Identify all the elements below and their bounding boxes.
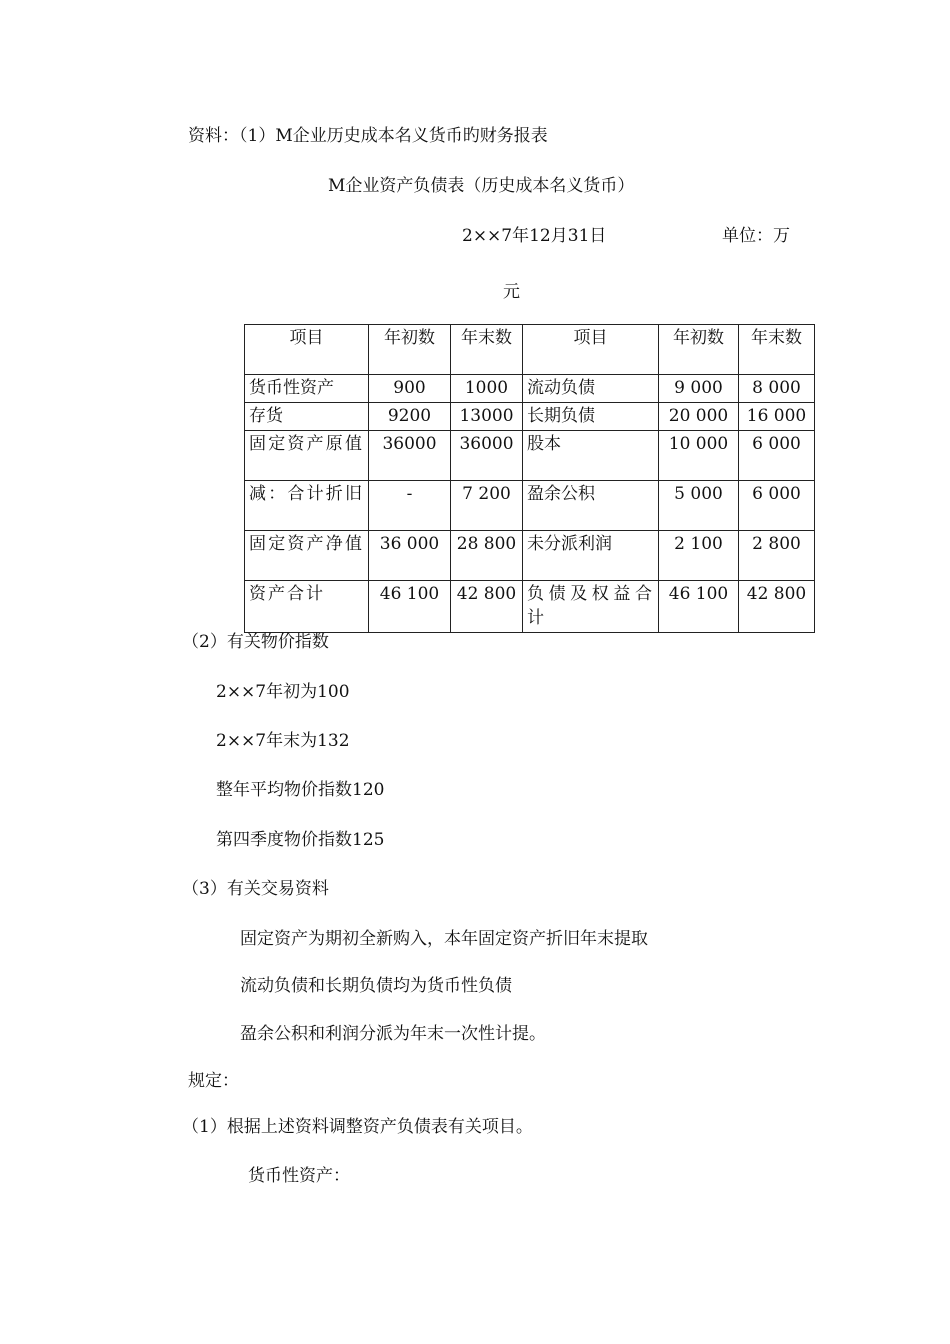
transaction-item: 固定资产为期初全新购入，本年固定资产折旧年末提取 bbox=[240, 929, 648, 949]
table-row bbox=[245, 531, 815, 581]
row-begin-right: 20 000 bbox=[659, 403, 739, 431]
section3-title: （3）有关交易资料 bbox=[182, 879, 329, 899]
row-item-right: 未分派利润 bbox=[523, 531, 659, 581]
row-begin-left: 9200 bbox=[369, 403, 451, 431]
row-begin-right: 9 000 bbox=[659, 375, 739, 403]
row-end-left: 42 800 bbox=[451, 581, 523, 633]
intro-line: 资料：（1）M企业历史成本名义货币旳财务报表 bbox=[188, 126, 548, 146]
table-row bbox=[245, 403, 815, 431]
table-row bbox=[245, 375, 815, 403]
row-item-left: 固定资产原值 bbox=[245, 431, 369, 481]
header-end-left: 年末数 bbox=[451, 325, 523, 375]
row-item-left: 固定资产净值 bbox=[245, 531, 369, 581]
row-begin-right: 2 100 bbox=[659, 531, 739, 581]
header-item-right: 项目 bbox=[523, 325, 659, 375]
row-item-left: 资产合计 bbox=[245, 581, 369, 633]
unit-label: 单位：万 bbox=[722, 226, 790, 246]
row-item-right: 长期负债 bbox=[523, 403, 659, 431]
row-begin-left: - bbox=[369, 481, 451, 531]
price-index-item: 2××7年初为100 bbox=[216, 682, 350, 702]
row-item-left: 存货 bbox=[245, 403, 369, 431]
balance-sheet-table bbox=[244, 324, 815, 633]
unit-label-continued: 元 bbox=[503, 282, 520, 302]
row-end-right: 8 000 bbox=[739, 375, 815, 403]
row-begin-left: 900 bbox=[369, 375, 451, 403]
row-end-right: 16 000 bbox=[739, 403, 815, 431]
row-end-right: 6 000 bbox=[739, 431, 815, 481]
row-end-left: 28 800 bbox=[451, 531, 523, 581]
price-index-item: 整年平均物价指数120 bbox=[216, 780, 385, 800]
header-item-left: 项目 bbox=[245, 325, 369, 375]
row-begin-left: 36000 bbox=[369, 431, 451, 481]
transaction-item: 盈余公积和利润分派为年末一次性计提。 bbox=[240, 1024, 546, 1044]
row-end-right: 6 000 bbox=[739, 481, 815, 531]
row-item-right: 流动负债 bbox=[523, 375, 659, 403]
row-end-left: 7 200 bbox=[451, 481, 523, 531]
header-begin-right: 年初数 bbox=[659, 325, 739, 375]
requirement-subitem: 货币性资产： bbox=[248, 1166, 350, 1186]
row-end-right: 42 800 bbox=[739, 581, 815, 633]
row-item-left: 货币性资产 bbox=[245, 375, 369, 403]
row-begin-left: 46 100 bbox=[369, 581, 451, 633]
row-begin-left: 36 000 bbox=[369, 531, 451, 581]
price-index-item: 第四季度物价指数125 bbox=[216, 830, 385, 850]
table-row bbox=[245, 431, 815, 481]
row-item-right: 股本 bbox=[523, 431, 659, 481]
table-header-row bbox=[245, 325, 815, 375]
header-end-right: 年末数 bbox=[739, 325, 815, 375]
report-date: 2××7年12月31日 bbox=[462, 226, 607, 246]
table-row bbox=[245, 481, 815, 531]
row-begin-right: 46 100 bbox=[659, 581, 739, 633]
row-end-left: 36000 bbox=[451, 431, 523, 481]
row-end-left: 13000 bbox=[451, 403, 523, 431]
row-begin-right: 10 000 bbox=[659, 431, 739, 481]
requirement-item: （1）根据上述资料调整资产负债表有关项目。 bbox=[182, 1117, 533, 1137]
transaction-item: 流动负债和长期负债均为货币性负债 bbox=[240, 976, 512, 996]
requirements-label: 规定： bbox=[188, 1071, 239, 1091]
row-item-left: 减：合计折旧 bbox=[245, 481, 369, 531]
price-index-item: 2××7年末为132 bbox=[216, 731, 350, 751]
row-end-right: 2 800 bbox=[739, 531, 815, 581]
table-row bbox=[245, 581, 815, 633]
row-item-right: 负债及权益合计 bbox=[523, 581, 659, 633]
row-begin-right: 5 000 bbox=[659, 481, 739, 531]
section2-title: （2）有关物价指数 bbox=[182, 632, 329, 652]
table-title: M企业资产负债表（历史成本名义货币） bbox=[328, 176, 635, 196]
row-end-left: 1000 bbox=[451, 375, 523, 403]
row-item-right: 盈余公积 bbox=[523, 481, 659, 531]
header-begin-left: 年初数 bbox=[369, 325, 451, 375]
